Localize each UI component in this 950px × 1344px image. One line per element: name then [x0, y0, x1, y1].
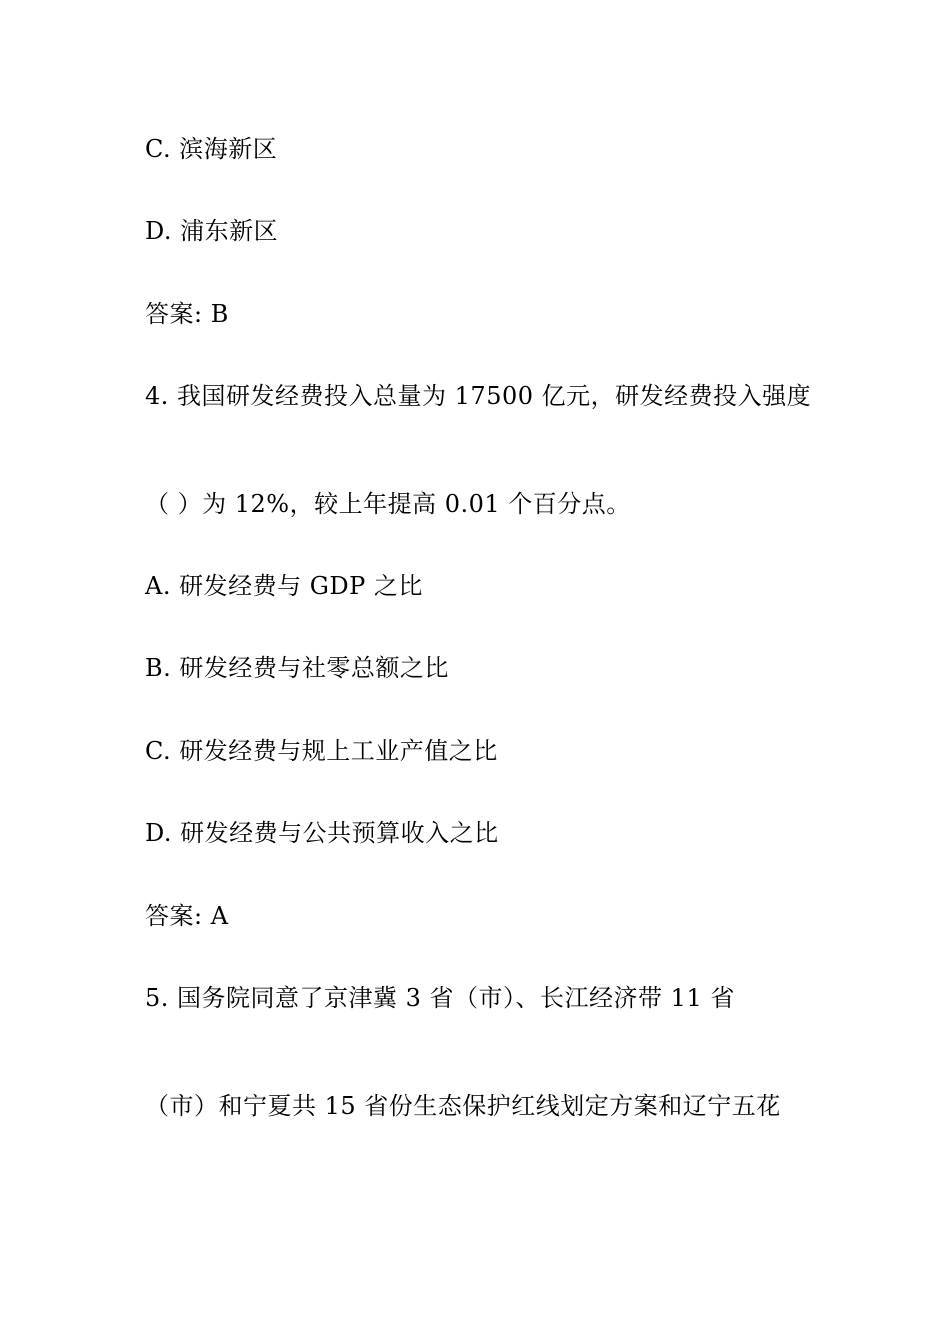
question-4-line-1: 4. 我国研发经费投入总量为 17500 亿元，研发经费投入强度: [145, 382, 812, 410]
option-d-q4: D. 研发经费与公共预算收入之比: [145, 819, 499, 847]
option-b-q4: B. 研发经费与社零总额之比: [145, 654, 449, 682]
question-4-line-2: （ ）为 12%，较上年提高 0.01 个百分点。: [145, 490, 631, 518]
option-c-q4: C. 研发经费与规上工业产值之比: [145, 737, 498, 765]
question-5-line-1: 5. 国务院同意了京津冀 3 省（市）、长江经济带 11 省: [145, 984, 735, 1012]
option-d-q3: D. 浦东新区: [145, 217, 279, 245]
option-c-q3: C. 滨海新区: [145, 135, 278, 163]
answer-q4: 答案: A: [145, 902, 229, 930]
answer-q3: 答案: B: [145, 300, 229, 328]
question-5-line-2: （市）和宁夏共 15 省份生态保护红线划定方案和辽宁五花: [145, 1092, 781, 1120]
option-a-q4: A. 研发经费与 GDP 之比: [145, 572, 423, 600]
